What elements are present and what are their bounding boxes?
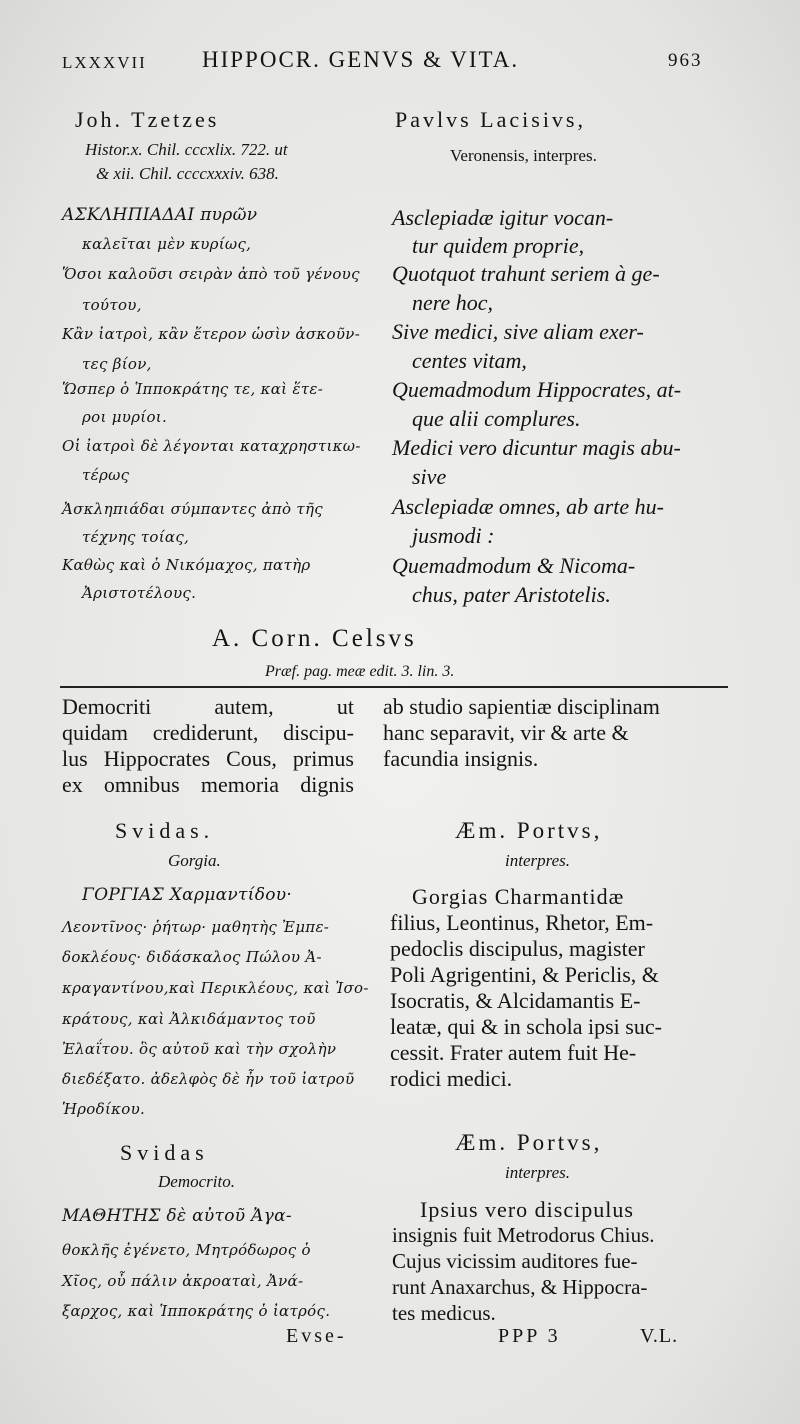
latin-line: sive	[412, 464, 447, 489]
greek-line: Ἐλαΐτου. ὃς αὐτοῦ καὶ τὴν σχολὴν	[62, 1040, 337, 1058]
latin-line: Cujus vicissim auditores fue-	[392, 1249, 638, 1273]
page-number: 963	[668, 50, 703, 71]
greek-line: κραγαντίνου,καὶ Περικλέους, καὶ Ἰσο-	[62, 979, 369, 997]
latin-line: centes vitam,	[412, 348, 527, 373]
latin-line: Asclepiadæ igitur vocan-	[392, 205, 614, 230]
latin-line: rodici medici.	[390, 1066, 513, 1091]
suidas-heading: Svidas.	[115, 818, 215, 843]
tzetzes-source-line-2: & xii. Chil. ccccxxxiv. 638.	[96, 164, 279, 183]
portus-heading-2: Æm. Portvs,	[455, 1130, 603, 1155]
latin-line: Isocratis, & Alcidamantis E-	[390, 988, 641, 1013]
latin-line: Quotquot trahunt seriem à ge-	[392, 261, 660, 286]
running-title: HIPPOCR. GENVS & VITA.	[202, 47, 520, 72]
greek-line: Κἂν ἰατροὶ, κἂν ἕτερον ὡσὶν ἀσκοῦν-	[62, 325, 361, 343]
greek-line: ΓΟΡΓΙΑΣ Χαρμαντίδου·	[82, 885, 293, 905]
latin-line: Ipsius vero discipulus	[420, 1197, 634, 1222]
greek-line: Καθὼς καὶ ὁ Νικόμαχος, πατὴρ	[62, 556, 311, 574]
signature-mark: PPP 3	[498, 1325, 561, 1347]
tzetzes-heading: Joh. Tzetzes	[75, 107, 220, 132]
portus-subheading-2: interpres.	[505, 1163, 571, 1182]
greek-line: τες βίον,	[82, 355, 152, 373]
celsus-line: ex omnibus memoria dignis	[62, 772, 354, 797]
greek-line: κράτους, καὶ Ἀλκιδάμαντος τοῦ	[62, 1010, 316, 1028]
section-rule	[60, 686, 728, 688]
greek-line: δοκλέους· διδάσκαλος Πώλου Ἀ-	[62, 948, 322, 966]
suidas-subheading: Gorgia.	[168, 851, 221, 870]
catchword: Evse-	[286, 1325, 347, 1347]
celsus-line: lus Hippocrates Cous, primus	[62, 746, 354, 771]
latin-line: chus, pater Aristotelis.	[412, 582, 611, 607]
celsus-line: Democriti autem, ut	[62, 694, 354, 719]
greek-line: τέρως	[82, 466, 130, 484]
latin-line: Quemadmodum Hippocrates, at-	[392, 377, 682, 402]
latin-line: Quemadmodum & Nicoma-	[392, 553, 636, 578]
greek-line: τέχνης τοίας,	[82, 528, 190, 546]
latin-line: que alii complures.	[412, 406, 581, 431]
celsus-line: quidam crediderunt, discipu-	[62, 720, 354, 745]
latin-line: Medici vero dicuntur magis abu-	[392, 435, 681, 460]
greek-line: Ἀσκληπιάδαι σύμπαντες ἀπὸ τῆς	[62, 500, 323, 518]
greek-line: διεδέξατο. ἀδελφὸς δὲ ἦν τοῦ ἰατροῦ	[62, 1070, 355, 1088]
latin-line: filius, Leontinus, Rhetor, Em-	[390, 910, 654, 935]
suidas-heading-2: Svidas	[120, 1140, 209, 1165]
celsus-heading: A. Corn. Celsvs	[212, 625, 417, 652]
latin-line: runt Anaxarchus, & Hippocra-	[392, 1275, 648, 1299]
greek-line: ΑΣΚΛΗΠΙΑΔΑΙ πυρῶν	[62, 205, 258, 225]
portus-subheading: interpres.	[505, 851, 571, 870]
latin-line: Asclepiadæ omnes, ab arte hu-	[392, 494, 664, 519]
greek-line: Χῖος, οὗ πάλιν ἀκροαταὶ, Ἀνά-	[62, 1272, 304, 1290]
greek-line: Ἀριστοτέλους.	[82, 584, 197, 602]
portus-heading: Æm. Portvs,	[455, 818, 603, 843]
greek-line: Ἡροδίκου.	[62, 1100, 146, 1118]
latin-line: jusmodi :	[412, 523, 495, 548]
celsus-reference: Præf. pag. meæ edit. 3. lin. 3.	[265, 663, 455, 680]
suidas-subheading-2: Democrito.	[158, 1172, 235, 1191]
celsus-line: hanc separavit, vir & arte &	[383, 720, 629, 745]
footer-right-mark: V.L.	[640, 1325, 679, 1347]
greek-line: Λεοντῖνος· ῥήτωρ· μαθητὴς Ἐμπε-	[62, 918, 330, 936]
greek-line: καλεῖται μὲν κυρίως,	[82, 235, 252, 253]
celsus-line: facundia insignis.	[383, 746, 539, 771]
latin-line: Sive medici, sive aliam exer-	[392, 319, 644, 344]
greek-line: Ὥσπερ ὁ Ἱπποκράτης τε, καὶ ἕτε-	[62, 380, 324, 398]
greek-line: ΜΑΘΗΤΗΣ δὲ αὐτοῦ Ἀγα-	[62, 1206, 292, 1226]
greek-line: τούτου,	[82, 296, 142, 314]
latin-line: Poli Agrigentini, & Periclis, &	[390, 962, 659, 987]
greek-line: θοκλῆς ἐγένετο, Μητρόδωρος ὁ	[62, 1241, 311, 1259]
celsus-line: ab studio sapientiæ disciplinam	[383, 694, 660, 719]
latin-line: leatæ, qui & in schola ipsi suc-	[390, 1014, 662, 1039]
latin-line: Gorgias Charmantidæ	[412, 884, 625, 909]
latin-line: tes medicus.	[392, 1301, 496, 1325]
greek-line: Οἱ ἰατροὶ δὲ λέγονται καταχρηστικω-	[62, 437, 361, 455]
latin-line: insignis fuit Metrodorus Chius.	[392, 1223, 655, 1247]
tzetzes-source-line-1: Histor.x. Chil. cccxlix. 722. ut	[85, 140, 288, 159]
lacisius-heading: Pavlvs Lacisivs,	[395, 107, 586, 132]
greek-line: Ὅσοι καλοῦσι σειρὰν ἀπὸ τοῦ γένους	[62, 265, 360, 283]
latin-line: pedoclis discipulus, magister	[390, 936, 645, 961]
greek-line: ξαρχος, καὶ Ἱπποκράτης ὁ ἰατρός.	[62, 1302, 331, 1320]
latin-line: tur quidem proprie,	[412, 233, 585, 258]
greek-line: ροι μυρίοι.	[82, 408, 168, 426]
lacisius-subheading: Veronensis, interpres.	[450, 146, 597, 165]
latin-line: cessit. Frater autem fuit He-	[390, 1040, 637, 1065]
header-folio-roman: LXXXVII	[62, 53, 147, 72]
latin-line: nere hoc,	[412, 290, 494, 315]
